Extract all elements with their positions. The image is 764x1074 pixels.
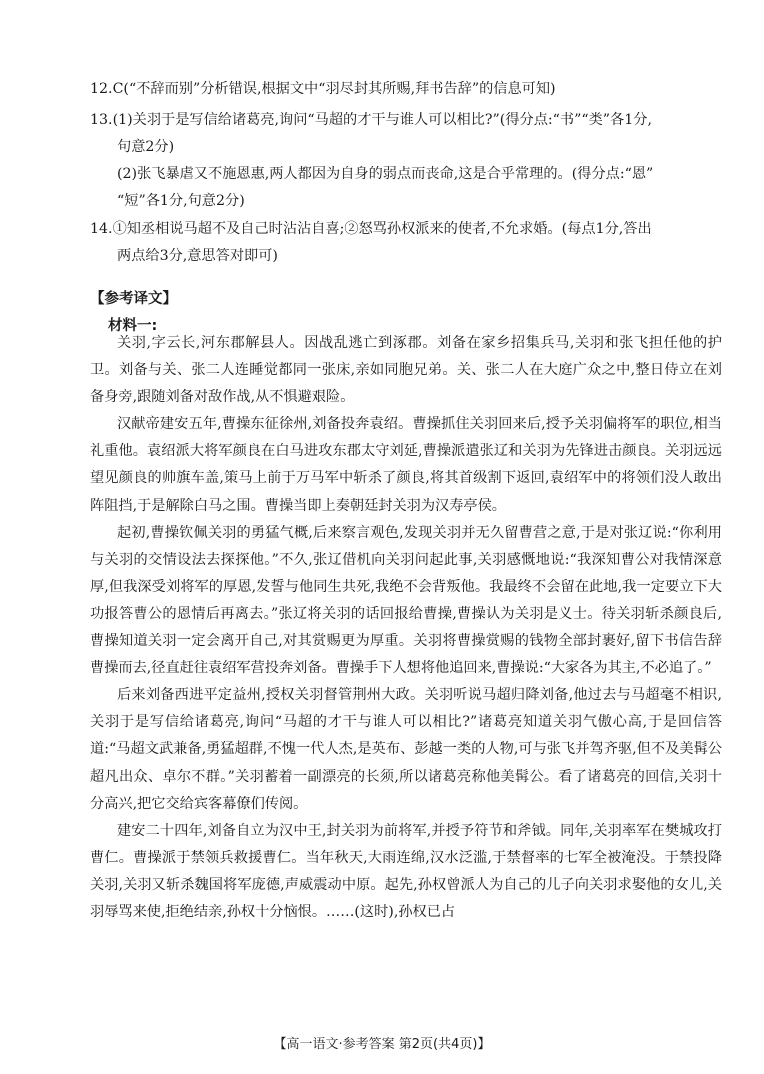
translation-paragraph: 关羽,字云长,河东郡解县人。因战乱逃亡到涿郡。刘备在家乡招集兵马,关羽和张飞担任他的护卫。刘备与关、张二人连睡觉都同一张床,亲如同胞兄弟。关、张二人在大庭广众之中,整日侍立在刘备身旁,跟随刘备对敌作战,从不惧避艰险。 [90, 335, 722, 406]
section-title: 【参考译文】 [90, 291, 177, 307]
translation-paragraph: 汉献帝建安五年,曹操东征徐州,刘备投奔袁绍。曹操抓住关羽回来后,授予关羽偏将军的职位,相当礼重他。袁绍派大将军颜良在白马进攻东郡太守刘延,曹操派遣张辽和关羽为先锋进击颜良。关羽远远望见颜良的帅旗车盖,策马上前于万马军中斩杀了颜良,将其首级割下返回,袁绍军中的将领们没人敢出阵阻挡,于是解除白马之围。曹操当即上奏朝廷封关羽为汉寿亭侯。 [90, 416, 722, 514]
translation-paragraph: 起初,曹操钦佩关羽的勇猛气概,后来察言观色,发现关羽并无久留曹营之意,于是对张辽说:“你利用与关羽的交情设法去探探他。”不久,张辽借机向关羽问起此事,关羽感慨地说:“我深知曹公对我情深意厚,但我深受刘将军的厚恩,发誓与他同生共死,我绝不会背叛他。我最终不会留在此地,我一定要立下大功报答曹公的恩情后再离去。”张辽将关羽的话回报给曹操,曹操认为关羽是义士。待关羽斩杀颜良后,曹操知道关羽一定会离开自己,对其赏赐更为厚重。关羽将曹操赏赐的钱物全部封裹好,留下书信告辞曹操而去,径直赶往袁绍军营投奔刘备。曹操手下人想将他追回来,曹操说:“大家各为其主,不必追了。” [90, 524, 722, 677]
answer-14-line1: 14.①知丞相说马超不及自己时沾沾自喜;②怒骂孙权派来的使者,不允求婚。(每点1分,答出 [90, 221, 652, 237]
translation-body [90, 330, 722, 926]
answer-13-1 [90, 107, 722, 161]
answer-13-1-line1: 13.(1)关羽于是写信给诸葛亮,询问“马超的才干与谁人可以相比?”(得分点:“书”“类”各1分, [90, 112, 652, 128]
answer-12-text: 12.C(“不辞而别”分析错误,根据文中“羽尽封其所赐,拜书告辞”的信息可知) [90, 81, 556, 97]
answer-12 [90, 76, 722, 103]
answer-13-2-line1: (2)张飞暴虐又不施恩惠,两人都因为自身的弱点而丧命,这是合乎常理的。(得分点:“恩” [117, 166, 654, 182]
answer-14 [90, 216, 722, 270]
answer-13-2-line2: “短”各1分,句意2分) [117, 193, 245, 209]
answer-13-2 [90, 161, 722, 215]
page-footer: 【高一语文·参考答案 第2页(共4页)】 [273, 1037, 491, 1052]
answer-13-1-line2: 句意2分) [117, 139, 175, 155]
translation-paragraph: 后来刘备西进平定益州,授权关羽督管荆州大政。关羽听说马超归降刘备,他过去与马超毫不相识,关羽于是写信给诸葛亮,询问“马超的才干与谁人可以相比?”诸葛亮知道关羽气傲心高,于是回信答道:“马超文武兼备,勇猛超群,不愧一代人杰,是英布、彭越一类的人物,可与张飞并驾齐驱,但不及美髯公超凡出众、卓尔不群。”关羽蓄着一副漂亮的长须,所以诸葛亮称他美髯公。看了诸葛亮的回信,关羽十分高兴,把它交给宾客幕僚们传阅。 [90, 687, 722, 812]
answer-14-line2: 两点给3分,意思答对即可) [117, 248, 278, 264]
translation-paragraph: 建安二十四年,刘备自立为汉中王,封关羽为前将军,并授予符节和斧钺。同年,关羽率军在樊城攻打曹仁。曹操派于禁领兵救援曹仁。当年秋天,大雨连绵,汉水泛滥,于禁督率的七军全被淹没。于禁投降关羽,关羽又斩杀魏国将军庞德,声威震动中原。起先,孙权曾派人为自己的儿子向关羽求娶他的女儿,关羽辱骂来使,拒绝结亲,孙权十分恼恨。……(这时),孙权已占 [90, 822, 722, 920]
material-title: 材料一: [108, 318, 158, 334]
